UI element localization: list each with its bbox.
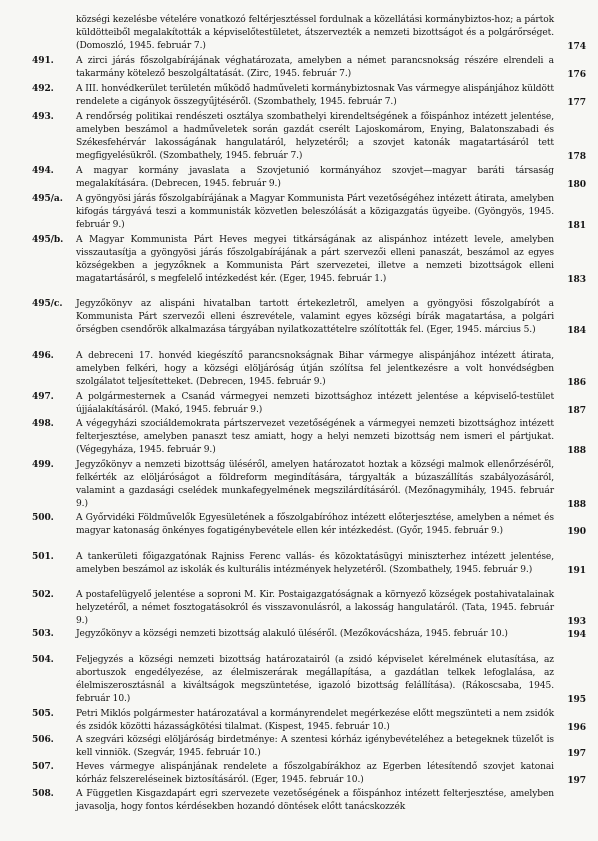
entry-page-number: 197	[567, 748, 586, 760]
entry-text: A postafelügyelő jelentése a soproni M. Kir. Postaigazgatóságnak a környező községek postahivatalainak helyzetéről, a német fosztogatásokról és visszavonulásról, a lakosság hangulatáról. (Tata, 1945. február 9.)	[76, 590, 554, 627]
entry-page-number: 193	[567, 616, 586, 628]
entry-number: 495/c.	[32, 298, 63, 309]
entry-text: A rendőrség politikai rendészeti osztálya szombathelyi kirendeltségének a főispánhoz intézett jelentése, amelyben beszámol a hadműveletek során gazdát cserélt Lajoskomárom, Enying, Balatonszabadi és Székesfehérvár lakosságának hangulatáról, helyzetéről; a szovjet katonák magatartásáról tett megfigyelésükről. (Szombathely, 1945. február 7.)	[76, 112, 554, 162]
entry-number: 507.	[32, 761, 54, 772]
index-entry	[32, 192, 588, 232]
entry-page-number: 188	[567, 445, 586, 457]
entry-text: A polgármesternek a Csanád vármegyei nemzeti bizottsághoz intézett jelentése a képviselő-testület újjáalakításáról. (Makó, 1945. február 9.)	[76, 392, 554, 416]
index-entry	[32, 164, 588, 191]
index-entry	[32, 588, 588, 628]
entry-text: A gyöngyösi járás főszolgabírájának a Magyar Kommunista Párt vezetőségéhez intézett átirata, amelyben kifogás tárgyává teszi a kommunisták közvetlen beleszólását a közigazgatás ügyeibe. (Gyöngyös, 1945. február 9.)	[76, 194, 554, 231]
entry-text: A III. honvédkerület területén működő hadműveleti kormánybiztosnak Vas vármegye alispánjához küldött rendelete a cigányok összegyűjtéséről. (Szombathely, 1945. február 7.)	[76, 84, 554, 108]
entry-number: 504.	[32, 654, 54, 665]
entry-text: A Győrvidéki Földművelők Egyesületének a főszolgabíróhoz intézett előterjesztése, amelyben a német és magyar katonaság önkényes fogatigénybevétele ellen kér intézkedést. (Győr, 1945. február 9.)	[76, 513, 554, 537]
entry-text: A tankerületi főigazgatónak Rajniss Ferenc vallás- és közoktatásügyi miniszterhez intézett jelentése, amelyben beszámol az iskolák és kulturális intézmények helyzetéről. (Szombathely, 1945. február 9.)	[76, 552, 554, 576]
entry-number: 494.	[32, 165, 54, 176]
entry-number: 497.	[32, 391, 54, 402]
entry-number: 491.	[32, 55, 54, 66]
index-entry	[32, 390, 588, 417]
entry-number: 501.	[32, 551, 54, 562]
entry-page-number: 183	[567, 274, 586, 286]
entry-text: Feljegyzés a községi nemzeti bizottság határozatairól (a zsidó képviselet kérelmének elutasítása, az abortuszok engedélyezése, az élelmiszerárak megállapítása, a gazdátlan telkek lefoglalása, az élelmiszerosztásnál a kiváltságok megszüntetése, igazoló bizottság felállítása). (Rákoscsaba, 1945. február 10.)	[76, 655, 554, 705]
entry-page-number: 197	[567, 775, 586, 787]
index-entry	[32, 707, 588, 734]
entry-number: 505.	[32, 708, 54, 719]
index-entry	[32, 458, 588, 511]
entry-number: 498.	[32, 418, 54, 429]
entry-page-number: 184	[567, 325, 586, 337]
index-entry	[32, 653, 588, 706]
entry-page-number: 191	[567, 565, 586, 577]
entry-number: 492.	[32, 83, 54, 94]
index-entry	[32, 417, 588, 457]
entry-number: 495/a.	[32, 193, 63, 204]
entry-number: 503.	[32, 628, 54, 639]
index-entry	[32, 733, 588, 760]
entry-page-number: 194	[567, 629, 586, 640]
entry-number: 499.	[32, 459, 54, 470]
entry-number: 495/b.	[32, 234, 64, 245]
entry-page-number: 180	[567, 179, 586, 191]
index-entry	[32, 760, 588, 787]
entry-page-number: 176	[567, 69, 586, 81]
entry-text: Heves vármegye alispánjának rendelete a főszolgabírákhoz az Egerben létesítendő szovjet katonai kórház felszereléseinek biztosításáról. (Eger, 1945. február 10.)	[76, 762, 554, 786]
entry-number: 508.	[32, 788, 54, 799]
index-entry	[32, 627, 588, 641]
entry-page-number: 195	[567, 694, 586, 706]
index-entry	[32, 787, 588, 814]
entry-page-number: 187	[567, 405, 586, 417]
entry-page-number: 178	[567, 151, 586, 163]
entry-page-number: 181	[567, 220, 586, 232]
entry-number: 500.	[32, 512, 54, 523]
index-entry	[32, 82, 588, 109]
entry-text: Jegyzőkönyv az alispáni hivatalban tartott értekezletről, amelyen a gyöngyösi főszolgabírót a Kommunista Párt szervezői elleni észrevétele, valamint egyes községi bírák magatartása, a polgári őrségben csendőrök alkalmazása tárgyában nyilatkozattételre szólították fel. (Eger, 1945. március 5.)	[76, 299, 554, 336]
entry-number: 496.	[32, 350, 54, 361]
entry-page-number: 188	[567, 499, 586, 511]
entry-page-number: 186	[567, 377, 586, 389]
entry-text: Jegyzőkönyv a nemzeti bizottság üléséről, amelyen határozatot hoztak a községi malmok ellenőrzéséről, felkérték az elöljáróságot a földreform megindítására, tárgyalták a búzaszállítás szabályozásáról, valamint a gazdasági cselédek munkafegyelmének megszilárdításáról. (Mezőnagymihály, 1945. február 9.)	[76, 460, 554, 510]
index-entry	[32, 110, 588, 163]
index-entry	[32, 297, 588, 337]
entry-text: Petri Miklós polgármester határozatával a kormányrendelet megérkezése előtt megszünteti a nem zsidók és zsidók közötti házasságkötési tilalmat. (Kispest, 1945. február 10.)	[76, 709, 554, 733]
index-entry	[32, 54, 588, 81]
entry-number: 493.	[32, 111, 54, 122]
entry-text: A magyar kormány javaslata a Szovjetunió kormányához szovjet—magyar baráti társaság megalakítására. (Debrecen, 1945. február 9.)	[76, 166, 554, 190]
index-entry	[32, 550, 588, 577]
entry-page-number: 177	[567, 97, 586, 109]
entry-page-number: 174	[567, 41, 586, 53]
index-entry	[32, 349, 588, 389]
entry-number: 502.	[32, 589, 54, 600]
entry-text: A szegvári községi elöljáróság birdetménye: A szentesi kórház igénybevételéhez a betegeknek tüzelőt is kell vinniök. (Szegvár, 1945. február 10.)	[76, 735, 554, 759]
entry-text: A Magyar Kommunista Párt Heves megyei titkárságának az alispánhoz intézett levele, amelyben visszautasítja a gyöngyösi járás főszolgabírájának a párt szervezői elleni panaszát, beszámol az egyes községekben a jegyzőknek a Kommunista Párt szervezetei, illetve a nemzeti bizottságok elleni magatartásáról, s megfelelő intézkedést kér. (Eger, 1945. február 1.)	[76, 235, 554, 285]
index-entry	[32, 14, 588, 53]
index-entry	[32, 233, 588, 286]
entry-number: 506.	[32, 734, 54, 745]
entry-text: községi kezelésbe vételére vonatkozó feltérjesztéssel fordulnak a közellátási kormánybiztos-hoz; a pártok küldötteiből megalakították a képviselőtestületet, átszervezték a nemzeti bizottságot és a polgárőrséget. (Domoszló, 1945. február 7.)	[76, 15, 554, 52]
entry-page-number: 190	[567, 526, 586, 538]
entry-page-number: 196	[567, 722, 586, 734]
entry-text: A Független Kisgazdapárt egri szervezete vezetőségének a főispánhoz intézett felterjesztése, amelyben javasolja, hogy fontos kérdésekben hozandó döntések előtt tanácskozzék	[76, 789, 554, 813]
entry-text: Jegyzőkönyv a községi nemzeti bizottság alakuló üléséről. (Mezőkovácsháza, 1945. február 10.)	[76, 629, 508, 639]
index-entry	[32, 511, 588, 538]
entry-text: A zirci járás főszolgabírájának véghatározata, amelyben a német parancsnokság részére elrendeli a takarmány kötelező beszolgáltatását. (Zirc, 1945. február 7.)	[76, 56, 554, 80]
entry-text: A debreceni 17. honvéd kiegészítő parancsnokságnak Bihar vármegye alispánjához intézett átirata, amelyben felkéri, hogy a községi elöljáróság útján szólítsa fel jelentkezésre a volt honvédségben szolgálatot teljesítetteket. (Debrecen, 1945. február 9.)	[76, 351, 554, 388]
entry-text: A végegyházi szociáldemokrata pártszervezet vezetőségének a vármegyei nemzeti bizottsághoz intézett felterjesztése, amelyben panaszt tesz amiatt, hogy a helyi nemzeti bizottság nem ismeri el pártjukat. (Végegyháza, 1945. február 9.)	[76, 419, 554, 456]
